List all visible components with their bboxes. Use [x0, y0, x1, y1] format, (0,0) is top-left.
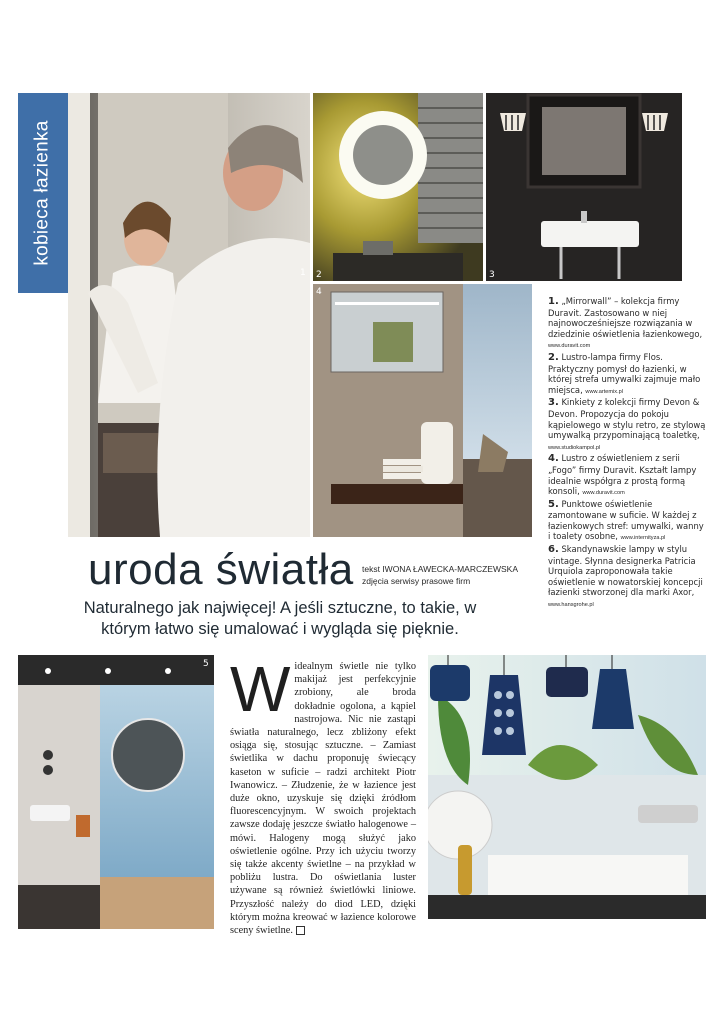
caption-1 — [548, 296, 708, 352]
caption-url: www.studiokampol.pl — [548, 444, 601, 451]
caption-number: 6. — [548, 544, 559, 556]
photo-number-2: 2 — [316, 270, 322, 280]
caption-url: www.duravit.com — [582, 490, 625, 497]
caption-2 — [548, 352, 708, 397]
caption-number: 4. — [548, 453, 559, 465]
body-paragraph: idealnym świetle nie tylko makijaż jest perfekcyjnie zrobiony, ale broda dokładnie ogolona, a kąpiel nastrojowa. Nic nie zastąpi światła naturalnego, lecz zbliżony efekt osiąga się, stosując sztuczne. – Zamiast świetlika w dachu proponuję świecący kaseton w suficie – radzi architekt Piotr Iwanowicz. – Złudzenie, że w łazience jest duże okno, uzyskuje się dzięki źródłom fluorescencyjnym. W swoich projektach zawsze dodaję jeszcze światło halogenowe – mówi. Halogeny mogą służyć jako oświetlenie ogólne. Przy ich użyciu tworzy się także akcenty świetlne – na przykład w pobliżu lustra. Do oświetlania luster używane są również świetlówki liniowe. Przyszłość należy do diod LED, dzięki którym można kreować w łazience kolorowe sceny świetlne. — [230, 661, 416, 937]
credit-photos: zdjęcia serwisy prasowe firm — [362, 576, 471, 586]
photo-number-3: 3 — [489, 270, 495, 280]
credit-author: tekst IWONA ŁAWECKA-MARCZEWSKA — [362, 564, 519, 574]
woman-mirror-illustration — [68, 93, 310, 537]
caption-text: Lustro-lampa firmy Flos. Praktyczny pomysł do łazienki, w której strefa umywalki zajmuje mało miejsca, — [548, 351, 701, 395]
caption-text: Lustro z oświetleniem z serii „Fogo” firmy Duravit. Kształt lampy idealnie współgra z prostą formą konsoli, — [548, 453, 697, 497]
photo-retro-washstand — [486, 93, 682, 281]
caption-3 — [548, 397, 708, 453]
round-mirror-illustration — [313, 93, 483, 281]
photo-number-4: 4 — [316, 287, 322, 297]
article-body — [230, 653, 416, 937]
caption-4 — [548, 453, 708, 498]
photo-blue-bathroom — [18, 655, 214, 929]
bathroom-console-illustration — [313, 284, 532, 537]
caption-url: www.internityza.pl — [620, 535, 666, 542]
photo-woman-mirror — [68, 93, 310, 537]
caption-number: 1. — [548, 296, 559, 307]
photo-round-mirror-lamp — [313, 93, 483, 281]
caption-6 — [548, 544, 708, 611]
end-of-article-mark — [296, 926, 305, 935]
photo-bathroom-console — [313, 284, 532, 537]
caption-text: Skandynawskie lampy w stylu vintage. Słynna designerka Patricia Urquiola zaproponowała takie oświetlenie w nowatorskiej koncepcji łazienki stworzonej dla marki Axor, — [548, 544, 703, 598]
caption-number: 5. — [548, 498, 559, 510]
scandinavian-lamps-illustration — [428, 655, 706, 919]
caption-number: 3. — [548, 397, 559, 409]
caption-number: 2. — [548, 351, 559, 363]
caption-text: „Mirrorwall” – kolekcja firmy Duravit. Zastosowano w niej najnowocześniejsze rozwiązania w dziedzinie oświetlenia łazienkowego, — [548, 296, 703, 339]
blue-bathroom-illustration — [18, 655, 214, 929]
caption-url: www.artemix.pl — [585, 388, 624, 395]
section-tab-label: kobieca łazienka — [32, 120, 53, 266]
article-credit — [362, 563, 518, 587]
photo-scandinavian-lamps — [428, 655, 706, 919]
captions-column — [548, 296, 708, 611]
article-lead: Naturalnego jak najwięcej! A jeśli sztuczne, to takie, w którym łatwo się umalować i wygląda się pięknie. — [83, 599, 477, 638]
photo-number-5: 5 — [203, 659, 209, 669]
caption-url: www.hansgrohe.pl — [548, 602, 594, 609]
caption-text: Kinkiety z kolekcji firmy Devon & Devon. Propozycja do pokoju kąpielowego w stylu retro, ze stylową umywalką przypominającą toaletkę, — [548, 397, 706, 441]
caption-url: www.duravit.com — [548, 343, 591, 350]
retro-washstand-illustration — [486, 93, 682, 281]
drop-cap: W — [230, 653, 291, 725]
photo-number-1: 1 — [300, 268, 306, 278]
article-headline: uroda światła — [88, 545, 354, 594]
caption-text: Punktowe oświetlenie zamontowane w suficie. W każdej z łazienkowych stref: umywalki, wanny i toalety osobne, — [548, 498, 704, 542]
caption-5 — [548, 499, 708, 544]
section-tab — [18, 93, 68, 293]
